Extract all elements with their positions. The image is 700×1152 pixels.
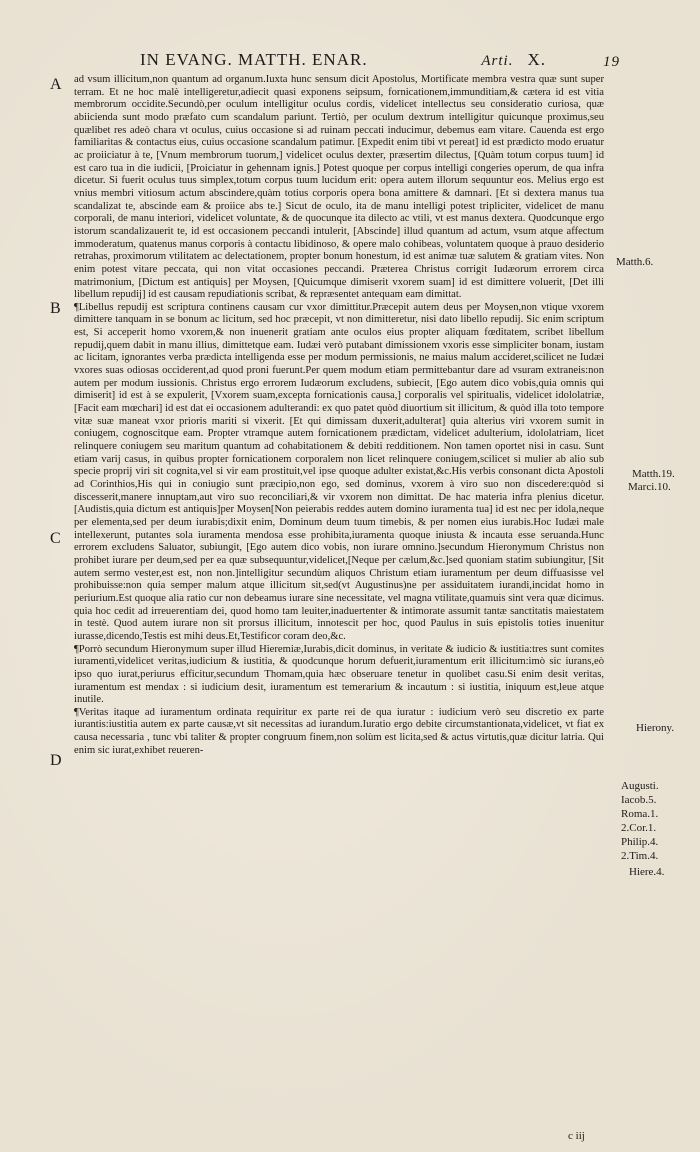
running-title: IN EVANG. MATTH. ENAR. xyxy=(140,50,368,69)
margin-ref-2-cor-1: 2.Cor.1. xyxy=(621,822,657,834)
margin-ref-iacob-5: Iacob.5. xyxy=(621,794,657,806)
margin-ref-marci-10: Marci.10. xyxy=(628,481,671,493)
margin-ref-roma-1: Roma.1. xyxy=(621,808,659,820)
margin-ref-hiere-4: Hiere.4. xyxy=(629,866,665,878)
margin-ref-augusti: Augusti. xyxy=(621,780,659,792)
folio-number: 19 xyxy=(603,54,620,70)
margin-ref-philip-4: Philip.4. xyxy=(621,836,659,848)
paragraph-4: ¶Veritas itaque ad iuramentum ordinata requiritur ex parte rei de qua iuratur : iudicium verò seu discretio ex parte iurantis:iustitia autem ex parte causæ,vt sit necessitas ad iurandum.Iuratio ergo debite circumstantionata,videlicet, vt fiat ex causa necessaria , tunc vbi taliter & propter congruum finem,non solùm est licita,sed & actus virtutis,quæ dicitur latria. Qui enim sic iurat,exhibet reueren- xyxy=(74,706,604,756)
chapter-label: Arti. xyxy=(481,53,514,69)
margin-ref-matth-19: Matth.19. xyxy=(632,468,675,480)
margin-ref-hierony: Hierony. xyxy=(636,722,675,734)
chapter-number: X. xyxy=(527,50,546,69)
margin-ref-2-tim-4: 2.Tim.4. xyxy=(621,850,659,862)
section-letter-a: A xyxy=(50,76,62,93)
paragraph-1: ad vsum illicitum,non quantum ad organum.Iuxta hunc sensum dicit Apostolus, Mortificate membra vestra quæ sunt super terram. Et ne hoc malè intelligeretur,adiecit quasi exponens seipsum, fornicationem,immunditiam,& cætera id est vitia membrorum occidite.Secundò,per oculum intelligitur oculus cordis, videlicet intellectus seu consideratio curiosa, quæ abiicienda sunt modo præfato cum scandalum pariunt. Tertiò, per oculum dextrum intelligitur quicunque proximus,seu quælibet res adeò chara vt oculus, cuius occasione si ad ruinam peccati inducimur, debemus eam vitare. Cauenda est ergo familiaritas & contactus eius, cuius occasione scandalum patimur. [Expedit enim tibi vt pereat] id est prædicto modo eruatur ac proiiciatur à te, [Vnum membrorum tuorum,] videlicet oculus dexter, præsertim dilectus, [Quàm totum corpus tuum] id est caro tua in die iudicii, [Proiciatur in gehennam ignis.] Potest quoque per corpus intelligi congeries operum, de qua infra dicetur. Si fuerit oculus tuus simplex,totum corpus tuum lucidum erit: opera autem illorum sequuntur eos. Melius ergo est vnius membri vitiosum actum abscindere,quàm totius corporis opera bona amittere & damnari. [Et si dextera manus tua scandalizat te, abscinde eam & proiice abs te.] Sicut de oculo, ita de manu intelligi potest tripliciter, videlicet de manu corporali, de manu interiori, videlicet voluntate, & de quocunque ita dilecto ac vtili, vt est manus dextera. Quodcunque ergo istorum scandalizauerit te, id est occasionem peccandi intulerit, [Abscinde] illud quantum ad actum, vsum atque affectum immoderatum, quatenus manus corporis à contactu libidinoso, & opere malo cohibeas, voluntatem quoque à prauo desiderio retrahas, proximorum vtilitatem ac delectationem, propter bonum honestum, id est animæ tuæ salutem & gratiam vites. Non enim potest vitare peccata, qui non vitat occasiones peccandi. Præterea Christus corrigit Iudæorum errorem circa matrimonium, [Dictum est antiquis] per Moysen, [Quicumque dimiserit vxorem suam] id est dimittere voluerit, [Det illi libellum repudij] id est causam repudiationis scribat, & repræsentet antequam eam dimittat. xyxy=(74,74,604,301)
paragraph-3: ¶Porrò secundum Hieronymum super illud Hieremiæ,Iurabis,dicit dominus, in veritate & iudicio & iustitia:tres sunt comites iuramenti,videlicet veritas,iudicium & iustitia, & quodcunque horum defuerit,iuramentum erit illicitum:imò sic iurans,eò ipso quo iurat,periurus efficitur,secundum Thomam,quia hæc obseruare tenetur in quolibet casu.Si enim desit veritas, iuramentum est mendax : si iudicium desit, iuramentum est temerarium & incautum : si iustitia, iniquum est,leue atque inutile. xyxy=(74,643,604,706)
running-header xyxy=(140,50,620,74)
margin-ref-matth-6: Matth.6. xyxy=(616,256,654,268)
body-text xyxy=(74,74,604,757)
section-letter-b: B xyxy=(50,300,61,317)
paragraph-2: ¶Libellus repudij est scriptura continens causam cur vxor dimittitur.Præcepit autem deus per Moysen,non vtique vxorem dimittere tanquam in se bonum ac licitum, sed hoc præcepit, vt non dimitteretur, nisi dato libello repudij. Sic enim scriptum est, Si acceperit homo vxorem,& non inuenerit gratiam ante oculos eius propter aliquam fœditatem, scribet libellum repudij,quem dabit in manu illius, dimittetque eam. Iudæi verò putabant dimissionem vxoris esse simpliciter bonam, iustam ac licitam, ignorantes verba prædicta intelligenda esse per modum permissionis, ne maius malum accideret,scilicet ne Iudæi vxores suas odiosas occiderent,ad quod proni fuerunt.Per quem modum etiam permittebantur dare ad vsuram extraneis:non autem per modum iussionis. Christus ergo errorem Iudæorum excludens, subiecit, [Ego autem dico vobis,quia omnis qui dimiserit] id est à se expulerit, [Vxorem suam,excepta fornicationis causa,] corporalis vel spiritualis, videlicet idololatriæ, [Facit eam mœchari] id est dat ei occasionem adulterandi: ex quo patet quòd diuortium sit illicitum, & quòd illa toto tempore vitæ suæ maneat vxor prioris mariti si vixerit. [Et qui dimissam duxerit,adulterat] quia alterius viri vxorem sumit in coniugem, cognoscitque eam. Propter vtramque autem fornicationem prædictam, videlicet adulterium, idololatriam, licet relinquere coniugem seu maritum quantum ad cohabitationem & debiti redditionem. Non tamen oportet nisi in casu. Sunt etiam varij casus, in quibus propter fornicationem corporalem non licet relinquere coniugem,scilicet si mulier ab alio sub specie proprij viri sit cognita,vel si vir eam prostituit,vel ipse quoque adulter existat,&c.His verbis consonant dicta Apostoli ad Corinthios,His qui in coniugio sunt præcipio,non ego, sed dominus, vxorem à viro suo non discedere:quòd si discesserit,manere innuptam,aut viro suo reconciliari,& vir vxorem non dimittat. De hac materia infra plenius dicetur. [Audistis,quia dictum est antiquis]per Moysen[Non peierabis reddes autem domino iuramenta tua] id est nec per idola,neque per elementa,sed per deum iurabis;dixit enim, Dominum deum tuum timebis, & per nomen eius iurabis.Hoc Iudæi male intellexerunt, putantes sola iuramenta mendosa esse prohibita,iuramenta quoque iniusta & incauta esse seruanda.Hunc errorem excludens Saluator, subiungit, [Ego autem dico vobis, non iurare omnino.]secundum Hieronymum Christus non prohibet iurare per deum,sed per ea quæ subsequuntur,videlicet,[Neque per cælum,&c.]sed quoniam statim subiungitur, [Sit autem sermo vester,est est, non non.]intelligitur secundùm aliquos Christum etiam iuramentum per deum diffuasisse vel prohibuisse:non quia semper malum atque illicitum sit,sed(vt Augustinus)ne per assiduitatem iurandi,incidat homo in periurium.Est quoque alia ratio cur non debeamus iurare sine necessitate, vel magna vtilitate,quamuis sint vera quæ dicimus. quia hoc cedit ad irreuerentiam dei, quod homo tam leuiter,inaduertenter & intimorate assumit tantæ sanctitatis maiestatem in testè. Quod autem iurare non sit prorsus illicitum, innotescit per hoc, quod Paulus in suis epistolis toties inuenitur iurasse,dicendo,Testis est mihi deus.Et,Testificor coram deo,&c. xyxy=(74,301,604,642)
section-letter-d: D xyxy=(50,752,62,769)
signature-mark: c iij xyxy=(568,1130,585,1142)
section-letter-c: C xyxy=(50,530,61,547)
